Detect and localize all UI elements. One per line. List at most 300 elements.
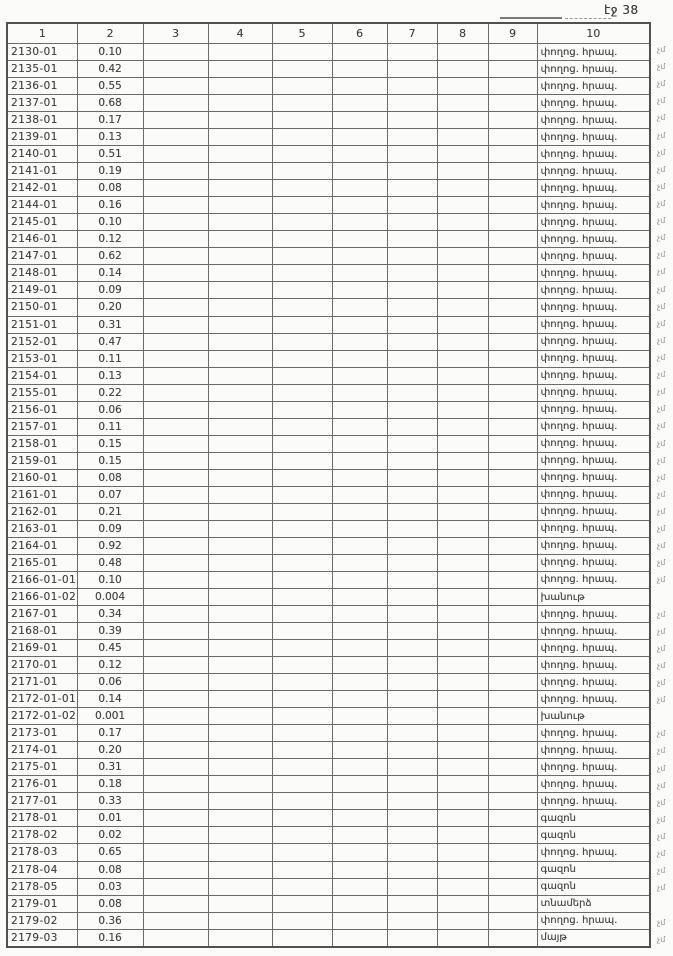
header-cell: 3	[143, 23, 208, 44]
empty-cell	[208, 112, 272, 129]
empty-cell	[143, 606, 208, 623]
empty-cell	[332, 129, 387, 146]
empty-cell	[208, 299, 272, 316]
empty-cell	[437, 418, 488, 435]
empty-cell	[143, 725, 208, 742]
table-row	[7, 810, 650, 827]
table-row	[7, 452, 650, 469]
value-cell: 0.08	[77, 861, 143, 878]
empty-cell	[272, 265, 332, 282]
empty-cell	[332, 623, 387, 640]
empty-cell	[272, 776, 332, 793]
table-row	[7, 929, 650, 947]
empty-cell	[387, 691, 437, 708]
empty-cell	[332, 861, 387, 878]
header-cell: 2	[77, 23, 143, 44]
empty-cell	[387, 95, 437, 112]
empty-cell	[272, 316, 332, 333]
empty-cell	[208, 725, 272, 742]
empty-cell	[332, 503, 387, 520]
value-cell: 0.42	[77, 61, 143, 78]
usage-cell: փողոց. հրապ.	[537, 282, 650, 299]
empty-cell	[143, 367, 208, 384]
empty-cell	[332, 78, 387, 95]
empty-cell	[387, 793, 437, 810]
empty-cell	[208, 691, 272, 708]
empty-cell	[272, 810, 332, 827]
empty-cell	[488, 231, 537, 248]
empty-cell	[332, 606, 387, 623]
empty-cell	[272, 129, 332, 146]
empty-cell	[437, 316, 488, 333]
table-row	[7, 793, 650, 810]
empty-cell	[208, 197, 272, 214]
empty-cell	[488, 827, 537, 844]
empty-cell	[143, 248, 208, 265]
empty-cell	[488, 112, 537, 129]
table-row	[7, 401, 650, 418]
page-number: էջ 38	[604, 3, 639, 17]
usage-cell: գազոն	[537, 827, 650, 844]
empty-cell	[437, 61, 488, 78]
empty-cell	[387, 878, 437, 895]
code-cell: 2178-01	[7, 810, 77, 827]
empty-cell	[208, 95, 272, 112]
empty-cell	[143, 657, 208, 674]
empty-cell	[437, 674, 488, 691]
empty-cell	[272, 401, 332, 418]
table-row	[7, 827, 650, 844]
table-row	[7, 282, 650, 299]
margin-mark: չմ	[657, 917, 666, 927]
code-cell: 2150-01	[7, 299, 77, 316]
empty-cell	[208, 316, 272, 333]
empty-cell	[437, 299, 488, 316]
code-cell: 2178-03	[7, 844, 77, 861]
margin-mark: չմ	[657, 233, 666, 243]
empty-cell	[272, 333, 332, 350]
empty-cell	[208, 214, 272, 231]
empty-cell	[332, 929, 387, 947]
table-row	[7, 469, 650, 486]
code-cell: 2178-05	[7, 878, 77, 895]
margin-marks	[655, 41, 673, 948]
empty-cell	[387, 316, 437, 333]
empty-cell	[437, 129, 488, 146]
empty-cell	[488, 793, 537, 810]
empty-cell	[332, 895, 387, 912]
empty-cell	[272, 299, 332, 316]
empty-cell	[437, 350, 488, 367]
empty-cell	[332, 435, 387, 452]
empty-cell	[208, 44, 272, 61]
empty-cell	[437, 367, 488, 384]
empty-cell	[143, 623, 208, 640]
empty-cell	[208, 520, 272, 537]
code-cell: 2179-02	[7, 912, 77, 929]
code-cell: 2170-01	[7, 657, 77, 674]
empty-cell	[387, 44, 437, 61]
usage-cell: գազոն	[537, 878, 650, 895]
empty-cell	[488, 146, 537, 163]
code-cell: 2169-01	[7, 640, 77, 657]
empty-cell	[332, 776, 387, 793]
empty-cell	[332, 44, 387, 61]
table-row	[7, 606, 650, 623]
empty-cell	[332, 367, 387, 384]
usage-cell: փողոց. հրապ.	[537, 180, 650, 197]
table-row	[7, 367, 650, 384]
code-cell: 2157-01	[7, 418, 77, 435]
value-cell: 0.62	[77, 248, 143, 265]
empty-cell	[332, 571, 387, 588]
empty-cell	[208, 640, 272, 657]
empty-cell	[143, 708, 208, 725]
margin-mark: չմ	[657, 506, 666, 516]
value-cell: 0.17	[77, 725, 143, 742]
margin-mark: չմ	[657, 284, 666, 294]
empty-cell	[143, 112, 208, 129]
empty-cell	[143, 452, 208, 469]
table-row	[7, 844, 650, 861]
empty-cell	[272, 486, 332, 503]
usage-cell: փողոց. հրապ.	[537, 537, 650, 554]
margin-mark: չմ	[657, 832, 666, 842]
value-cell: 0.11	[77, 418, 143, 435]
usage-cell: փողոց. հրապ.	[537, 418, 650, 435]
empty-cell	[437, 78, 488, 95]
empty-cell	[437, 589, 488, 606]
empty-cell	[332, 299, 387, 316]
margin-mark: չմ	[657, 181, 666, 191]
empty-cell	[488, 623, 537, 640]
empty-cell	[488, 61, 537, 78]
usage-cell: փողոց. հրապ.	[537, 367, 650, 384]
value-cell: 0.10	[77, 571, 143, 588]
empty-cell	[332, 350, 387, 367]
value-cell: 0.31	[77, 759, 143, 776]
value-cell: 0.16	[77, 929, 143, 947]
empty-cell	[143, 214, 208, 231]
code-cell: 2152-01	[7, 333, 77, 350]
value-cell: 0.08	[77, 469, 143, 486]
empty-cell	[437, 112, 488, 129]
usage-cell: փողոց. հրապ.	[537, 503, 650, 520]
empty-cell	[143, 640, 208, 657]
usage-cell: տնամերձ	[537, 895, 650, 912]
usage-cell: փողոց. հրապ.	[537, 452, 650, 469]
code-cell: 2146-01	[7, 231, 77, 248]
table-row	[7, 112, 650, 129]
empty-cell	[488, 282, 537, 299]
code-cell: 2130-01	[7, 44, 77, 61]
empty-cell	[143, 776, 208, 793]
empty-cell	[208, 759, 272, 776]
empty-cell	[387, 520, 437, 537]
empty-cell	[437, 929, 488, 947]
usage-cell: փողոց. հրապ.	[537, 606, 650, 623]
margin-mark: չմ	[657, 849, 666, 859]
usage-cell: փողոց. հրապ.	[537, 691, 650, 708]
value-cell: 0.14	[77, 265, 143, 282]
margin-mark: չմ	[657, 438, 666, 448]
empty-cell	[488, 367, 537, 384]
margin-mark: չմ	[657, 575, 666, 585]
empty-cell	[272, 503, 332, 520]
empty-cell	[208, 129, 272, 146]
empty-cell	[143, 44, 208, 61]
margin-mark: չմ	[657, 609, 666, 619]
empty-cell	[143, 759, 208, 776]
empty-cell	[437, 691, 488, 708]
empty-cell	[387, 929, 437, 947]
margin-mark: չմ	[657, 96, 666, 106]
table-row	[7, 129, 650, 146]
empty-cell	[143, 674, 208, 691]
value-cell: 0.51	[77, 146, 143, 163]
table-row	[7, 708, 650, 725]
code-cell: 2159-01	[7, 452, 77, 469]
header-cell: 4	[208, 23, 272, 44]
usage-cell: փողոց. հրապ.	[537, 316, 650, 333]
empty-cell	[272, 367, 332, 384]
empty-cell	[272, 554, 332, 571]
header-cell: 8	[437, 23, 488, 44]
empty-cell	[272, 95, 332, 112]
empty-cell	[387, 640, 437, 657]
empty-cell	[143, 571, 208, 588]
empty-cell	[143, 861, 208, 878]
table-row	[7, 640, 650, 657]
empty-cell	[332, 452, 387, 469]
empty-cell	[437, 248, 488, 265]
empty-cell	[208, 844, 272, 861]
usage-cell: փողոց. հրապ.	[537, 793, 650, 810]
empty-cell	[437, 486, 488, 503]
empty-cell	[437, 571, 488, 588]
value-cell: 0.08	[77, 180, 143, 197]
value-cell: 0.48	[77, 554, 143, 571]
margin-mark: չմ	[657, 147, 666, 157]
empty-cell	[488, 929, 537, 947]
empty-cell	[387, 129, 437, 146]
empty-cell	[332, 265, 387, 282]
empty-cell	[387, 571, 437, 588]
empty-cell	[208, 537, 272, 554]
usage-cell: փողոց. հրապ.	[537, 299, 650, 316]
table-row	[7, 197, 650, 214]
code-cell: 2164-01	[7, 537, 77, 554]
empty-cell	[387, 384, 437, 401]
table-row	[7, 146, 650, 163]
usage-cell: փողոց. հրապ.	[537, 214, 650, 231]
value-cell: 0.20	[77, 299, 143, 316]
header-cell: 10	[537, 23, 650, 44]
usage-cell: փողոց. հրապ.	[537, 912, 650, 929]
empty-cell	[437, 742, 488, 759]
table-row	[7, 742, 650, 759]
empty-cell	[143, 146, 208, 163]
empty-cell	[272, 623, 332, 640]
code-cell: 2139-01	[7, 129, 77, 146]
usage-cell: փողոց. հրապ.	[537, 554, 650, 571]
value-cell: 0.92	[77, 537, 143, 554]
empty-cell	[272, 61, 332, 78]
value-cell: 0.19	[77, 163, 143, 180]
margin-mark: չմ	[657, 746, 666, 756]
empty-cell	[488, 163, 537, 180]
header-cell: 6	[332, 23, 387, 44]
header-cell: 9	[488, 23, 537, 44]
value-cell: 0.65	[77, 844, 143, 861]
empty-cell	[332, 180, 387, 197]
empty-cell	[208, 861, 272, 878]
empty-cell	[143, 78, 208, 95]
empty-cell	[488, 316, 537, 333]
empty-cell	[208, 623, 272, 640]
margin-mark: չմ	[657, 198, 666, 208]
empty-cell	[488, 571, 537, 588]
table-row	[7, 44, 650, 61]
code-cell: 2179-01	[7, 895, 77, 912]
table-row	[7, 350, 650, 367]
empty-cell	[437, 520, 488, 537]
empty-cell	[387, 759, 437, 776]
usage-cell: փողոց. հրապ.	[537, 844, 650, 861]
value-cell: 0.47	[77, 333, 143, 350]
empty-cell	[387, 742, 437, 759]
empty-cell	[437, 623, 488, 640]
value-cell: 0.22	[77, 384, 143, 401]
code-cell: 2142-01	[7, 180, 77, 197]
margin-mark: չմ	[657, 524, 666, 534]
empty-cell	[332, 401, 387, 418]
empty-cell	[143, 691, 208, 708]
margin-mark: չմ	[657, 250, 666, 260]
empty-cell	[332, 708, 387, 725]
empty-cell	[332, 520, 387, 537]
empty-cell	[332, 197, 387, 214]
empty-cell	[437, 759, 488, 776]
empty-cell	[488, 197, 537, 214]
empty-cell	[332, 231, 387, 248]
empty-cell	[143, 469, 208, 486]
empty-cell	[437, 793, 488, 810]
margin-mark: չմ	[657, 387, 666, 397]
table-row	[7, 503, 650, 520]
empty-cell	[143, 418, 208, 435]
empty-cell	[272, 708, 332, 725]
usage-cell: փողոց. հրապ.	[537, 674, 650, 691]
table-row	[7, 316, 650, 333]
empty-cell	[143, 742, 208, 759]
table-row	[7, 657, 650, 674]
usage-cell: փողոց. հրապ.	[537, 742, 650, 759]
empty-cell	[332, 146, 387, 163]
margin-mark: չմ	[657, 763, 666, 773]
empty-cell	[272, 759, 332, 776]
empty-cell	[143, 299, 208, 316]
table-row	[7, 520, 650, 537]
usage-cell: խանութ	[537, 589, 650, 606]
empty-cell	[143, 129, 208, 146]
empty-cell	[488, 350, 537, 367]
value-cell: 0.06	[77, 674, 143, 691]
empty-cell	[437, 180, 488, 197]
empty-cell	[208, 657, 272, 674]
empty-cell	[488, 95, 537, 112]
empty-cell	[143, 316, 208, 333]
empty-cell	[387, 248, 437, 265]
value-cell: 0.01	[77, 810, 143, 827]
usage-cell: խանութ	[537, 708, 650, 725]
code-cell: 2173-01	[7, 725, 77, 742]
empty-cell	[272, 520, 332, 537]
empty-cell	[143, 95, 208, 112]
empty-cell	[332, 384, 387, 401]
empty-cell	[488, 418, 537, 435]
empty-cell	[387, 537, 437, 554]
value-cell: 0.39	[77, 623, 143, 640]
empty-cell	[272, 691, 332, 708]
empty-cell	[437, 384, 488, 401]
empty-cell	[208, 810, 272, 827]
empty-cell	[488, 759, 537, 776]
empty-cell	[208, 146, 272, 163]
empty-cell	[332, 742, 387, 759]
empty-cell	[437, 214, 488, 231]
empty-cell	[208, 912, 272, 929]
empty-cell	[437, 231, 488, 248]
margin-mark	[655, 708, 673, 725]
empty-cell	[272, 742, 332, 759]
margin-mark: չմ	[657, 729, 666, 739]
survey-table	[6, 22, 651, 948]
empty-cell	[387, 861, 437, 878]
margin-mark: չմ	[657, 660, 666, 670]
margin-mark: չմ	[657, 130, 666, 140]
empty-cell	[387, 657, 437, 674]
empty-cell	[143, 844, 208, 861]
usage-cell: փողոց. հրապ.	[537, 163, 650, 180]
empty-cell	[387, 61, 437, 78]
empty-cell	[387, 418, 437, 435]
empty-cell	[387, 265, 437, 282]
usage-cell: փողոց. հրապ.	[537, 776, 650, 793]
code-cell: 2135-01	[7, 61, 77, 78]
empty-cell	[387, 333, 437, 350]
empty-cell	[437, 333, 488, 350]
margin-mark: չմ	[657, 335, 666, 345]
empty-cell	[437, 469, 488, 486]
empty-cell	[332, 214, 387, 231]
empty-cell	[488, 554, 537, 571]
empty-cell	[437, 282, 488, 299]
empty-cell	[387, 708, 437, 725]
empty-cell	[143, 589, 208, 606]
empty-cell	[387, 912, 437, 929]
empty-cell	[332, 537, 387, 554]
empty-cell	[272, 674, 332, 691]
empty-cell	[437, 844, 488, 861]
empty-cell	[387, 589, 437, 606]
empty-cell	[272, 793, 332, 810]
empty-cell	[332, 810, 387, 827]
empty-cell	[488, 708, 537, 725]
empty-cell	[332, 554, 387, 571]
code-cell: 2141-01	[7, 163, 77, 180]
empty-cell	[272, 214, 332, 231]
